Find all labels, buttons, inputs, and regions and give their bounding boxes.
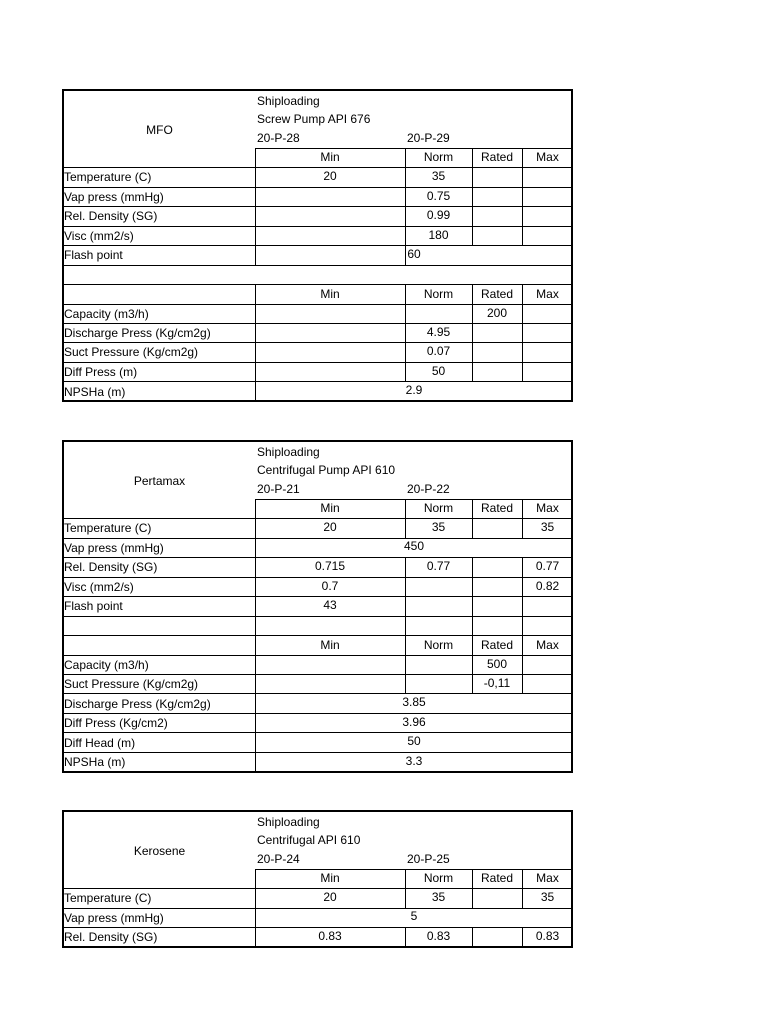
cell-min: 0.7 <box>321 579 339 593</box>
cell-min: 43 <box>323 598 337 612</box>
cell-merged: 3.96 <box>402 715 426 729</box>
service-label: Shiploading <box>257 94 320 108</box>
col-header-min: Min <box>320 501 340 515</box>
col-header-rated: Rated <box>480 287 514 301</box>
row-label: Vap press (mmHg) <box>64 541 164 555</box>
col-header-norm: Norm <box>423 638 454 652</box>
row-label: Discharge Press (Kg/cm2g) <box>64 326 211 340</box>
row-label: Flash point <box>64 599 123 613</box>
cell-min: 0.715 <box>314 559 346 573</box>
cell-norm: 35 <box>431 169 446 183</box>
col-header-max: Max <box>536 501 559 515</box>
col-header-rated: Rated <box>480 638 514 652</box>
cell-max: 0.77 <box>535 559 560 573</box>
cell-min: 20 <box>323 169 337 183</box>
row-label: Vap press (mmHg) <box>64 911 164 925</box>
row-label: Temperature (C) <box>64 891 152 905</box>
cell-norm: 35 <box>431 520 446 534</box>
row-label: Temperature (C) <box>64 521 152 535</box>
cell-norm: 0.77 <box>426 559 451 573</box>
col-header-max: Max <box>536 871 559 885</box>
pump-sheet-kerosene <box>62 810 573 948</box>
row-label: Capacity (m3/h) <box>64 658 149 672</box>
cell-norm: 4.95 <box>426 325 451 339</box>
pump-tag-b: 20-P-29 <box>407 131 450 145</box>
col-header-min: Min <box>320 150 340 164</box>
row-label: Visc (mm2/s) <box>64 580 134 594</box>
cell-merged: 60 <box>407 247 421 261</box>
col-header-min: Min <box>320 638 340 652</box>
row-label: NPSHa (m) <box>64 385 126 399</box>
row-label: Rel. Density (SG) <box>64 209 158 223</box>
pump-tag-a: 20-P-24 <box>257 852 300 866</box>
col-header-max: Max <box>536 287 559 301</box>
service-label: Shiploading <box>257 445 320 459</box>
fluid-name: MFO <box>146 123 173 137</box>
cell-rated: 200 <box>486 306 508 320</box>
cell-norm: 0.75 <box>426 189 451 203</box>
row-label: Diff Head (m) <box>64 736 136 750</box>
row-label: Vap press (mmHg) <box>64 190 164 204</box>
cell-max: 0.83 <box>535 929 560 943</box>
row-label: Rel. Density (SG) <box>64 930 158 944</box>
cell-min: 20 <box>323 890 337 904</box>
col-header-norm: Norm <box>423 150 454 164</box>
service-label: Shiploading <box>257 815 320 829</box>
cell-rated: 500 <box>486 657 508 671</box>
cell-merged: 5 <box>410 909 418 923</box>
pump-type-label: Screw Pump API 676 <box>257 112 371 126</box>
cell-merged: 3.3 <box>405 754 423 768</box>
cell-merged: 2.9 <box>405 383 423 397</box>
pump-sheet-mfo <box>62 89 573 402</box>
pump-sheet-pertamax <box>62 440 573 773</box>
col-header-min: Min <box>320 871 340 885</box>
col-header-rated: Rated <box>480 501 514 515</box>
fluid-name: Pertamax <box>133 474 186 488</box>
pump-tag-a: 20-P-28 <box>257 131 300 145</box>
cell-norm: 0.83 <box>426 929 451 943</box>
row-label: Flash point <box>64 248 123 262</box>
col-header-max: Max <box>536 638 559 652</box>
cell-norm: 50 <box>431 364 446 378</box>
col-header-norm: Norm <box>423 287 454 301</box>
col-header-norm: Norm <box>423 501 454 515</box>
cell-norm: 0.99 <box>426 208 451 222</box>
pump-tag-b: 20-P-22 <box>407 482 450 496</box>
col-header-rated: Rated <box>480 871 514 885</box>
col-header-max: Max <box>536 150 559 164</box>
cell-min: 20 <box>323 520 337 534</box>
col-header-min: Min <box>320 287 340 301</box>
row-label: Diff Press (m) <box>64 365 138 379</box>
row-label: Suct Pressure (Kg/cm2g) <box>64 677 199 691</box>
fluid-name: Kerosene <box>133 844 186 858</box>
cell-max: 35 <box>540 890 555 904</box>
row-label: Suct Pressure (Kg/cm2g) <box>64 345 199 359</box>
row-label: Rel. Density (SG) <box>64 560 158 574</box>
cell-norm: 180 <box>428 228 449 242</box>
cell-max: 35 <box>540 520 555 534</box>
row-label: Discharge Press (Kg/cm2g) <box>64 697 211 711</box>
cell-merged: 450 <box>403 539 425 553</box>
row-label: Capacity (m3/h) <box>64 307 149 321</box>
cell-merged: 3.85 <box>402 695 426 709</box>
cell-rated: -0,11 <box>483 676 511 690</box>
col-header-rated: Rated <box>480 150 514 164</box>
row-label: Visc (mm2/s) <box>64 229 134 243</box>
pump-tag-a: 20-P-21 <box>257 482 300 496</box>
col-header-norm: Norm <box>423 871 454 885</box>
row-label: Diff Press (Kg/cm2) <box>64 716 168 730</box>
pump-type-label: Centrifugal API 610 <box>257 833 361 847</box>
cell-min: 0.83 <box>318 929 342 943</box>
cell-merged: 50 <box>407 734 421 748</box>
row-label: Temperature (C) <box>64 170 152 184</box>
pump-tag-b: 20-P-25 <box>407 852 450 866</box>
cell-norm: 0.07 <box>426 344 451 358</box>
row-label: NPSHa (m) <box>64 755 126 769</box>
cell-max: 0.82 <box>535 579 560 593</box>
pump-type-label: Centrifugal Pump API 610 <box>257 463 396 477</box>
cell-norm: 35 <box>431 890 446 904</box>
